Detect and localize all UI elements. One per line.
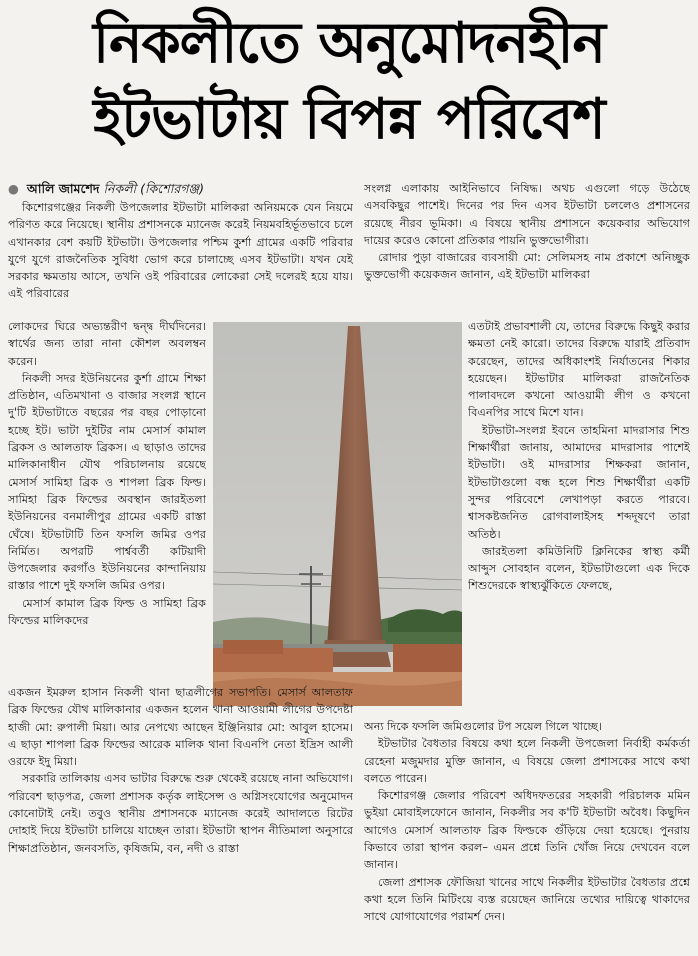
article-column-1-top xyxy=(8,199,353,317)
article-column-2-beside-photo xyxy=(468,318,690,718)
article-paragraph: এতটাই প্রভাবশালী যে, তাদের বিরুদ্ধে কিছুই করার ক্ষমতা নেই কারো। তাদের বিরুদ্ধে যারাই প্রতিবাদ করেছেন, তাদের অধিকাংশই নির্যাতনের শিকার হয়েছেন। ইটভাটার মালিকরা রাজনৈতিক পালাবদলে কখনো আওয়ামী লীগ ও কখনো বিএনপির সাথে মিশে যান। xyxy=(468,320,690,420)
article-column-1-bottom xyxy=(8,684,353,946)
brick-kiln-photo xyxy=(213,322,462,706)
article-paragraph: জেলা প্রশাসক ফৌজিয়া খানের সাথে নিকলীর ইটভাটার বৈধতার প্রশ্নে কথা হলে তিনি মিটিংয়ে ব্যস্ত রয়েছেন জানিয়ে তথ্যের দায়িত্বে থাকাদের সাথে যোগাযোগের পরামর্শ দেন। xyxy=(364,875,690,924)
headline xyxy=(8,6,690,158)
article-paragraph: একজন ইমরুল হাসান নিকলী থানা ছাত্রলীগের সভাপতি। মেসার্স আলতাফ ব্রিক ফিল্ডের যৌথ মালিকানার একজন হলেন থানা আওয়ামী লীগের উপদেষ্টা হাজী মো: রুপালী মিয়া। আর নেপথ্যে আছেন ইঞ্জিনিয়ার মো: আবুল হাসেম। এ ছাড়া শাপলা ব্রিক ফিল্ডের আরেক মালিক থানা বিএনপি নেতা ইদ্রিস আলী ওরফে ইদু মিয়া। xyxy=(8,686,353,769)
byline-location: নিকলী (কিশোরগঞ্জ) xyxy=(103,181,204,196)
article-paragraph: কিশোরগঞ্জ জেলার পরিবেশ অধিদফতরের সহকারী পরিচালক মমিন ভুইয়া মোবাইলফোনে জানান, নিকলীর সব ক'টি ইটভাটা অবৈধ। কিছুদিন আগেও মেসার্স আলতাফ ব্রিক ফিল্ডকে গুঁড়িয়ে দেয়া হয়েছে। পুনরায় কিভাবে তারা স্থাপন করল– এমন প্রশ্নে তিনি খোঁজ নিয়ে দেখবেন বলে জানান। xyxy=(364,789,690,872)
article-paragraph: নিকলী সদর ইউনিয়নের কুর্শা গ্রামে শিক্ষা প্রতিষ্ঠান, এতিমখানা ও বাজার সংলগ্ন স্থানে দু'টি ইটভাটাতে বছরের পর বছর পোড়ানো হচ্ছে ইট। ভাটা দুইটির নাম মেসার্স কামাল ব্রিকস ও আলতাফ ব্রিকস। এ ছাড়াও তাদের মালিকানাধীন যৌথ পরিচালনায় রয়েছে মেসার্স সামিহা ব্রিক ও শাপলা ব্রিক ফিল্ড। সামিহা ব্রিক ফিল্ডের অবস্থান জারইতলা ইউনিয়নের বনমালীপুর গ্রামের একটি রাস্তা ঘেঁষে। ইটভাটাটি তিন ফসলি জমির ওপর নির্মিত। অপরটি পার্শ্ববর্তী কটিয়াদী উপজেলার করগাঁও ইউনিয়নের কান্দানিয়ায় রাস্তার পাশে দুই ফসলি জমির ওপর। xyxy=(8,371,206,593)
byline-author: আলি জামশেদ xyxy=(26,181,100,196)
article-column-2-top xyxy=(364,180,690,318)
article-column-2-bottom xyxy=(364,718,690,946)
article-paragraph: মেসার্স কামাল ব্রিক ফিল্ড ও সামিহা ব্রিক ফিল্ডের মালিকদের xyxy=(8,596,206,628)
byline xyxy=(8,180,353,198)
article-paragraph: অন্য দিকে ফসলি জমিগুলোর টপ সয়েল গিলে খাচ্ছে। xyxy=(364,720,603,733)
article-paragraph: রোদার পুড়া বাজারের ব্যবসায়ী মো: সেলিমসহ নাম প্রকাশে অনিচ্ছুক ভুক্তভোগী কয়েকজন জানান, এই ইটভাটা মালিকরা xyxy=(364,251,690,282)
article-paragraph: ইটভাটার বৈধতার বিষয়ে কথা হলে নিকলী উপজেলা নির্বাহী কর্মকর্তা রেহেনা মজুমদার মুক্তি জানান, এ বিষয়ে জেলা প্রশাসকের সাথে কথা বলতে পারেন। xyxy=(364,737,690,785)
bullet-icon: ● xyxy=(8,181,19,196)
article-paragraph: ইটভাটা-সংলগ্ন ইবনে তাহমিনা মাদরাসার শিশু শিক্ষার্থীরা জানায়, আমাদের মাদরাসার পাশেই ইটভাটা। ওই মাদরাসার শিক্ষকরা জানান, ইটভাটাগুলো বন্ধ হলে শিশু শিক্ষার্থীরা একটি সুন্দর পরিবেশে লেখাপড়া করতে পারবে। শ্বাসকষ্টজনিত রোগবালাইসহ শব্দদূষণে তারা অতিষ্ঠ। xyxy=(468,423,690,541)
article-paragraph: কিশোরগঞ্জের নিকলী উপজেলার ইটভাটা মালিকরা অনিয়মকে যেন নিয়মে পরিণত করে নিয়েছে। স্থানীয় প্রশাসনকে ম্যানেজ করেই নিয়মবহির্ভূতভাবে চলে এখানকার বেশ কয়টি ইটভাটা। উপজেলার পশ্চিম কুর্শা গ্রামের একটি পরিবার যুগে যুগে রাজনৈতিক সুবিধা ভোগ করে চালাচ্ছে এসব ইটভাটা। যখন যেই সরকার ক্ষমতায় আসে, তখনি ওই পরিবারের লোকেরা সেই দলেরই হয়ে যায়। এই পরিবারের xyxy=(8,201,353,301)
article-paragraph: লোকদের ঘিরে অভ্যন্তরীণ দ্বন্দ্ব দীর্ঘদিনের। স্বার্থের জন্য তারা নানা কৌশল অবলম্বন করেন। xyxy=(8,320,206,368)
headline-line-1: নিকলীতে অনুমোদনহীন xyxy=(93,11,605,76)
article-paragraph: সংলগ্ন এলাকায় আইনিভাবে নিষিদ্ধ। অথচ এগুলো গড়ে উঠেছে এসবকিছুর পাশেই। দিনের পর দিন এসব ইটভাটা চললেও প্রশাসনের রয়েছে নীরব ভূমিকা। এ বিষয়ে স্থানীয় প্রশাসনে কয়েকবার অভিযোগ দায়ের করেও কোনো প্রতিকার পায়নি ভুক্তভোগীরা। xyxy=(364,182,690,247)
brick-kiln-chimney-icon xyxy=(213,322,462,706)
headline-line-2: ইটভাটায় বিপন্ন পরিবেশ xyxy=(93,87,605,152)
article-paragraph: জারইতলা কমিউনিটি ক্লিনিকের স্বাস্থ্য কর্মী আব্দুস সোবহান বলেন, ইটভাটাগুলো এক দিকে শিশুদেরকে স্বাস্থ্যঝুঁকিতে ফেলছে, xyxy=(468,544,690,593)
article-paragraph: সরকারি তালিকায় এসব ভাটার বিরুদ্ধে শুরু থেকেই রয়েছে নানা অভিযোগ। পরিবেশ ছাড়পত্র, জেলা প্রশাসক কর্তৃক লাইসেন্স ও অগ্নিসংযোগের অনুমোদন কোনোটাই নেই। তবুও স্থানীয় প্রশাসনকে ম্যানেজ করেই আদালতে রিটের দোহাই দিয়ে ইটভাটা চালিয়ে যাচ্ছেন তারা। ইটভাটা স্থাপন নীতিমালা অনুসারে শিক্ষাপ্রতিষ্ঠান, জনবসতি, কৃষিজমি, বন, নদী ও রাস্তা xyxy=(8,772,353,855)
article-column-1-beside-photo xyxy=(8,318,206,684)
